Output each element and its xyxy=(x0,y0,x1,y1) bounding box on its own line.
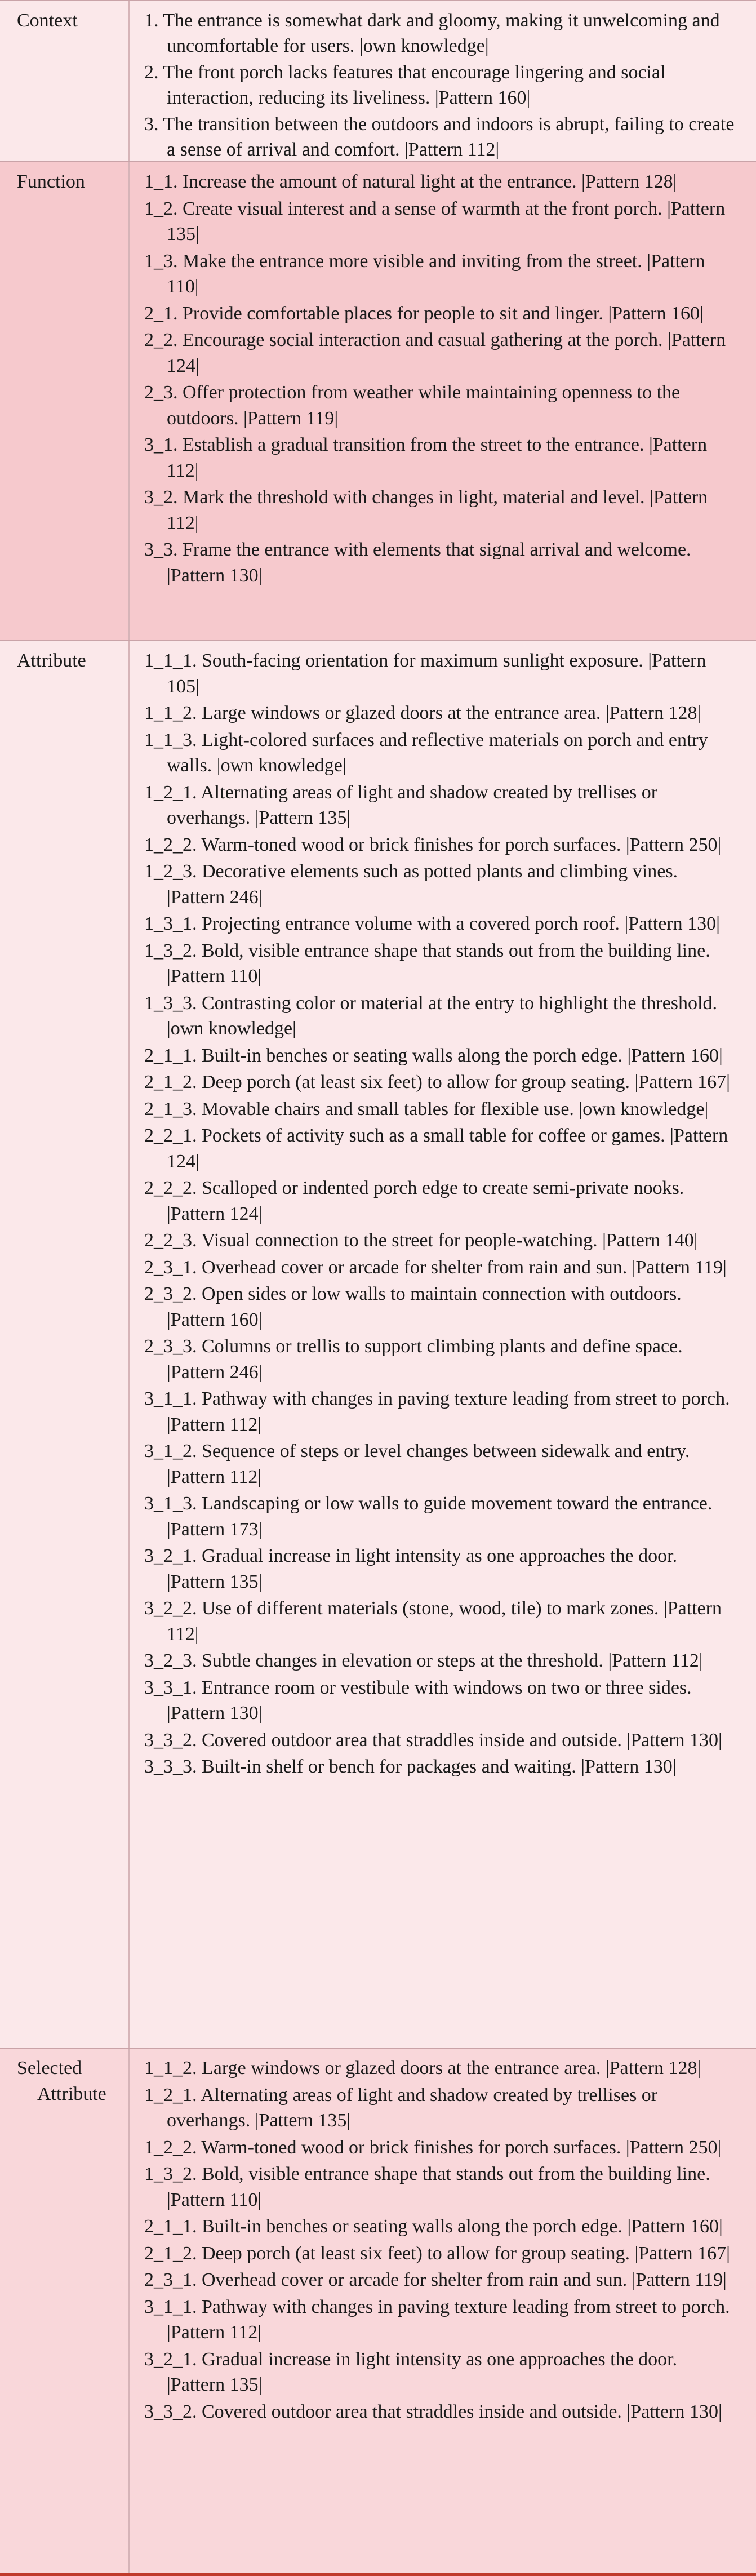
selected-attribute-item: 1_3_2. Bold, visible entrance shape that stands out from the building line. |Pattern 110| xyxy=(144,2164,710,2210)
attribute-item: 1_2_1. Alternating areas of light and shadow created by trellises or overhangs. |Pattern 135| xyxy=(144,781,658,828)
attribute-item: 3_1_3. Landscaping or low walls to guide movement toward the entrance. |Pattern 173| xyxy=(144,1493,713,1540)
column-divider xyxy=(128,162,130,640)
selected-attribute-item: 1_2_1. Alternating areas of light and shadow created by trellises or overhangs. |Pattern 135| xyxy=(144,2084,658,2131)
attribute-item: 3_1_2. Sequence of steps or level changes between sidewalk and entry. |Pattern 112| xyxy=(144,1441,690,1487)
function-list xyxy=(144,169,736,589)
attribute-item: 2_1_3. Movable chairs and small tables for flexible use. |own knowledge| xyxy=(144,1098,709,1120)
selected-label-line2: Attribute xyxy=(37,2084,106,2104)
function-label: Function xyxy=(17,171,85,192)
function-item: 3_1. Establish a gradual transition from the street to the entrance. |Pattern 112| xyxy=(144,434,708,481)
attribute-item: 3_3_2. Covered outdoor area that straddles inside and outside. |Pattern 130| xyxy=(144,1729,722,1751)
attribute-item: 2_3_1. Overhead cover or arcade for shelter from rain and sun. |Pattern 119| xyxy=(144,1256,727,1278)
selected-attribute-item: 1_2_2. Warm-toned wood or brick finishes for porch surfaces. |Pattern 250| xyxy=(144,2137,722,2158)
context-item: 3. The transition between the outdoors and indoors is abrupt, failing to create a sense of arrival and comfort. |Pattern 112| xyxy=(144,114,735,160)
function-item: 2_3. Offer protection from weather while maintaining openness to the outdoors. |Pattern 119| xyxy=(144,382,681,429)
selected-attribute-label xyxy=(17,2055,118,2107)
selected-attribute-item: 2_3_1. Overhead cover or arcade for shelter from rain and sun. |Pattern 119| xyxy=(144,2269,727,2290)
function-item: 2_1. Provide comfortable places for people to sit and linger. |Pattern 160| xyxy=(144,303,704,324)
attribute-item: 1_3_1. Projecting entrance volume with a covered porch roof. |Pattern 130| xyxy=(144,913,720,934)
column-divider xyxy=(128,641,130,2048)
selected-attribute-row xyxy=(0,2048,756,2576)
function-item: 1_1. Increase the amount of natural light at the entrance. |Pattern 128| xyxy=(144,171,677,192)
context-list xyxy=(144,8,736,163)
attribute-item: 3_1_1. Pathway with changes in paving texture leading from street to porch. |Pattern 112| xyxy=(144,1388,730,1435)
selected-attribute-item: 1_1_2. Large windows or glazed doors at the entrance area. |Pattern 128| xyxy=(144,2058,701,2078)
function-row xyxy=(0,161,756,640)
attribute-list xyxy=(144,648,736,1781)
selected-attribute-list xyxy=(144,2055,736,2426)
attribute-item: 3_2_1. Gradual increase in light intensity as one approaches the door. |Pattern 135| xyxy=(144,1545,678,1592)
context-item: 1. The entrance is somewhat dark and gloomy, making it unwelcoming and uncomfortable for users. |own knowledge| xyxy=(144,10,720,56)
attribute-item: 2_3_2. Open sides or low walls to maintain connection with outdoors. |Pattern 160| xyxy=(144,1283,682,1330)
attribute-item: 2_2_1. Pockets of activity such as a small table for coffee or games. |Pattern 124| xyxy=(144,1125,728,1172)
column-divider xyxy=(128,2049,130,2573)
attribute-item: 1_1_1. South-facing orientation for maximum sunlight exposure. |Pattern 105| xyxy=(144,650,706,697)
attribute-item: 3_2_3. Subtle changes in elevation or steps at the threshold. |Pattern 112| xyxy=(144,1650,703,1671)
attribute-item: 2_2_2. Scalloped or indented porch edge to create semi-private nooks. |Pattern 124| xyxy=(144,1178,684,1224)
context-row xyxy=(0,0,756,161)
selected-attribute-item: 3_1_1. Pathway with changes in paving texture leading from street to porch. |Pattern 112| xyxy=(144,2296,730,2343)
attribute-item: 1_3_3. Contrasting color or material at the entry to highlight the threshold. |own knowledge| xyxy=(144,992,717,1039)
attribute-item: 2_3_3. Columns or trellis to support climbing plants and define space. |Pattern 246| xyxy=(144,1336,683,1383)
function-item: 3_2. Mark the threshold with changes in light, material and level. |Pattern 112| xyxy=(144,487,708,534)
selected-attribute-item: 2_1_1. Built-in benches or seating walls along the porch edge. |Pattern 160| xyxy=(144,2216,723,2237)
attribute-item: 2_1_1. Built-in benches or seating walls along the porch edge. |Pattern 160| xyxy=(144,1045,723,1066)
attribute-item: 3_3_1. Entrance room or vestibule with windows on two or three sides. |Pattern 130| xyxy=(144,1677,692,1724)
attribute-item: 1_2_3. Decorative elements such as potted plants and climbing vines. |Pattern 246| xyxy=(144,861,678,908)
function-item: 3_3. Frame the entrance with elements that signal arrival and welcome. |Pattern 130| xyxy=(144,539,691,586)
column-divider xyxy=(128,1,130,161)
attribute-item: 3_3_3. Built-in shelf or bench for packages and waiting. |Pattern 130| xyxy=(144,1756,677,1777)
selected-attribute-item: 3_2_1. Gradual increase in light intensity as one approaches the door. |Pattern 135| xyxy=(144,2348,678,2395)
attribute-row xyxy=(0,640,756,2048)
attribute-item: 2_2_3. Visual connection to the street for people-watching. |Pattern 140| xyxy=(144,1230,698,1251)
attribute-item: 1_1_3. Light-colored surfaces and reflective materials on porch and entry walls. |own knowledge| xyxy=(144,729,708,776)
attribute-label: Attribute xyxy=(17,650,86,671)
context-item: 2. The front porch lacks features that encourage lingering and social interaction, reducing its liveliness. |Pattern 160| xyxy=(144,62,666,108)
attribute-item: 3_2_2. Use of different materials (stone, wood, tile) to mark zones. |Pattern 112| xyxy=(144,1598,722,1645)
function-item: 1_3. Make the entrance more visible and inviting from the street. |Pattern 110| xyxy=(144,250,705,297)
function-item: 2_2. Encourage social interaction and casual gathering at the porch. |Pattern 124| xyxy=(144,330,726,376)
attribute-item: 1_3_2. Bold, visible entrance shape that stands out from the building line. |Pattern 110| xyxy=(144,940,710,987)
attribute-item: 2_1_2. Deep porch (at least six feet) to allow for group seating. |Pattern 167| xyxy=(144,1072,730,1092)
selected-label-line1: Selected xyxy=(17,2058,82,2078)
selected-attribute-item: 3_3_2. Covered outdoor area that straddles inside and outside. |Pattern 130| xyxy=(144,2401,722,2422)
selected-attribute-item: 2_1_2. Deep porch (at least six feet) to allow for group seating. |Pattern 167| xyxy=(144,2242,730,2264)
attribute-item: 1_2_2. Warm-toned wood or brick finishes for porch surfaces. |Pattern 250| xyxy=(144,834,722,855)
context-label: Context xyxy=(17,10,78,31)
attribute-item: 1_1_2. Large windows or glazed doors at the entrance area. |Pattern 128| xyxy=(144,703,701,723)
function-item: 1_2. Create visual interest and a sense of warmth at the front porch. |Pattern 135| xyxy=(144,198,726,245)
